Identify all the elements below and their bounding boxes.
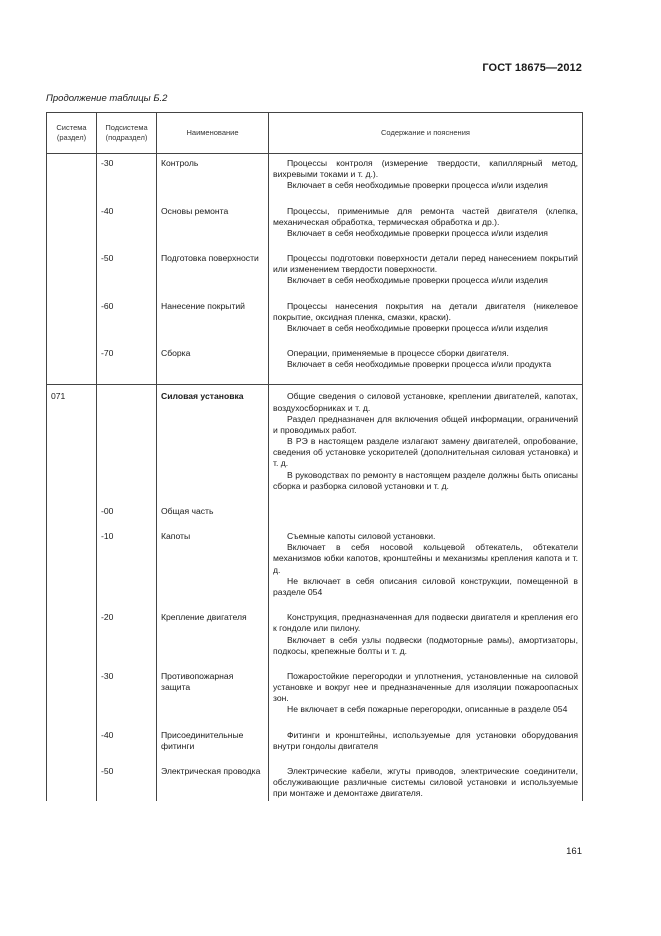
subsystem-cell: -40 (97, 206, 157, 254)
content-paragraph: Включает в себя необходимые проверки процесса и/или продукта (287, 359, 552, 370)
content-paragraph: В РЭ в настоящем разделе излагают замену двигателей, опробование, сведения об установке ускорителей (дополнительная силовая установка) и т. д. (273, 436, 578, 469)
name-cell: Капоты (157, 531, 269, 612)
content-paragraph: Конструкция, предназначенная для подвески двигателя и крепления его к гондоле или пилону. (273, 612, 578, 634)
system-cell (47, 206, 97, 254)
subsystem-cell: -10 (97, 531, 157, 612)
system-cell: 071 (47, 385, 97, 506)
table-row (47, 348, 583, 385)
system-cell (47, 301, 97, 349)
page-number: 161 (566, 846, 582, 857)
content-paragraph: Включает в себя узлы подвески (подмоторные рамы), амортизаторы, подкосы, крепежные болты и т. д. (273, 634, 578, 656)
subsystem-cell: -70 (97, 348, 157, 385)
table-row (47, 730, 583, 766)
content-cell (269, 531, 583, 612)
table-row (47, 531, 583, 612)
column-header-subsystem: Подсистема (подраздел) (97, 113, 157, 154)
column-header-name: Наименование (157, 113, 269, 154)
subsystem-cell: -40 (97, 730, 157, 766)
system-cell (47, 612, 97, 671)
content-paragraph: Не включает в себя описания силовой конструкции, помещенной в разделе 054 (273, 575, 578, 597)
table-row (47, 671, 583, 730)
name-cell: Электрическая проводка (157, 766, 269, 802)
name-cell: Силовая установка (157, 385, 269, 506)
subsystem-cell: -50 (97, 766, 157, 802)
table-header-row (47, 113, 583, 154)
content-paragraph: Включает в себя необходимые проверки процесса и/или изделия (287, 322, 548, 333)
table-row (47, 612, 583, 671)
table-row (47, 154, 583, 206)
system-cell (47, 766, 97, 802)
definitions-table (46, 112, 583, 801)
table-row (47, 206, 583, 254)
system-cell (47, 154, 97, 206)
subsystem-cell: -30 (97, 154, 157, 206)
content-cell (269, 766, 583, 802)
system-cell (47, 348, 97, 385)
table-row (47, 301, 583, 349)
system-cell (47, 506, 97, 531)
subsystem-cell (97, 385, 157, 506)
name-cell: Подготовка поверхности (157, 253, 269, 301)
column-header-system: Система (раздел) (47, 113, 97, 154)
content-cell (269, 730, 583, 766)
name-cell: Противопожарная защита (157, 671, 269, 730)
table-row (47, 253, 583, 301)
table-body (47, 154, 583, 802)
document-code: ГОСТ 18675—2012 (482, 62, 582, 74)
content-paragraph: Включает в себя необходимые проверки процесса и/или изделия (287, 227, 548, 238)
content-paragraph: Съемные капоты силовой установки. (287, 531, 436, 542)
content-paragraph: Процессы контроля (измерение твердости, капиллярный метод, вихревыми токами и т. д.). (273, 158, 578, 180)
content-paragraph: Процессы подготовки поверхности детали перед нанесением покрытий или изменением твердости поверхности. (273, 253, 578, 275)
content-paragraph: Электрические кабели, жгуты приводов, электрические соединители, обслуживающие различные системы силовой установки и используемые при монтаже и демонтаже двигателя. (273, 765, 578, 799)
content-paragraph: Включает в себя необходимые проверки процесса и/или изделия (287, 180, 548, 191)
subsystem-cell: -60 (97, 301, 157, 349)
column-header-content: Содержание и пояснения (269, 113, 583, 154)
content-cell (269, 385, 583, 506)
table-caption: Продолжение таблицы Б.2 (46, 93, 168, 104)
content-paragraph: Процессы нанесения покрытия на детали двигателя (никелевое покрытие, оксидная пленка, смазки, краски). (273, 300, 578, 322)
system-cell (47, 253, 97, 301)
content-paragraph: Операции, применяемые в процессе сборки двигателя. (287, 348, 509, 359)
name-cell: Основы ремонта (157, 206, 269, 254)
content-paragraph: Не включает в себя пожарные перегородки, описанные в разделе 054 (287, 704, 568, 715)
content-cell (269, 301, 583, 349)
name-cell: Крепление двигателя (157, 612, 269, 671)
content-paragraph: В руководствах по ремонту в настоящем разделе должны быть описаны сборка и разборка силовой установки и т. д. (273, 469, 578, 491)
content-paragraph: Раздел предназначен для включения общей информации, ограничений и проводимых работ. (273, 413, 578, 435)
content-cell (269, 612, 583, 671)
system-cell (47, 531, 97, 612)
name-cell: Присоединительные фитинги (157, 730, 269, 766)
table-row (47, 385, 583, 506)
content-cell (269, 206, 583, 254)
name-cell: Контроль (157, 154, 269, 206)
name-cell: Сборка (157, 348, 269, 385)
content-paragraph: Общие сведения о силовой установке, креплении двигателей, капотах, воздухосборниках и т. д. (273, 391, 578, 413)
content-paragraph: Включает в себя носовой кольцевой обтекатель, обтекатели механизмов юбки капотов, кронштейны и механизмы крепления капота и т. д. (273, 542, 578, 575)
content-cell (269, 253, 583, 301)
subsystem-cell: -50 (97, 253, 157, 301)
content-paragraph: Фитинги и кронштейны, используемые для установки оборудования внутри гондолы двигателя (273, 729, 578, 751)
content-cell (269, 348, 583, 385)
name-cell: Общая часть (157, 506, 269, 531)
content-paragraph: Пожаростойкие перегородки и уплотнения, установленные на силовой установке и вокруг нее и предназначенные для изоляции пожароопасных зон. (273, 670, 578, 704)
content-paragraph: Включает в себя необходимые проверки процесса и/или изделия (287, 275, 548, 286)
content-cell (269, 506, 583, 531)
content-cell (269, 671, 583, 730)
subsystem-cell: -00 (97, 506, 157, 531)
table-row (47, 506, 583, 531)
subsystem-cell: -20 (97, 612, 157, 671)
system-cell (47, 730, 97, 766)
system-cell (47, 671, 97, 730)
subsystem-cell: -30 (97, 671, 157, 730)
name-cell: Нанесение покрытий (157, 301, 269, 349)
table-row (47, 766, 583, 802)
content-paragraph: Процессы, применимые для ремонта частей двигателя (клепка, механическая обработка, термическая обработка и др.). (273, 205, 578, 227)
content-cell (269, 154, 583, 206)
